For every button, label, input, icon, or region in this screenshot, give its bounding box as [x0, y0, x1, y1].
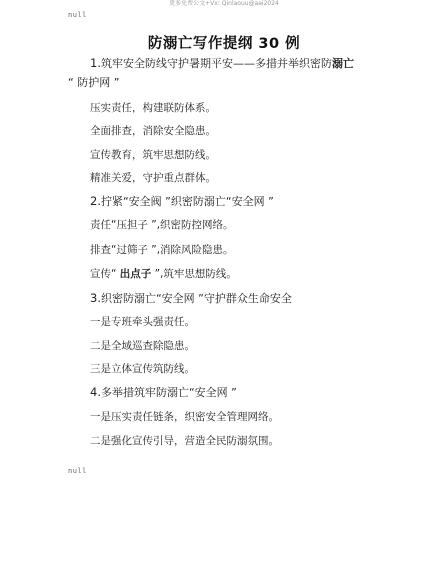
header-watermark-text: 更多免费公文+Vx: Qinlaouu@aai2024: [169, 0, 279, 7]
section-1-item-1: 压实责任，构建联防体系。: [90, 102, 216, 114]
section-3-heading: [90, 291, 292, 306]
section-4-heading-text: 多举措筑牢防溺亡“安全网 ”: [100, 386, 237, 399]
section-1-item-2: 全面排查，消除安全隐患。: [90, 125, 216, 137]
section-2-item-1: 责任“压担子 ”,织密防控网络。: [90, 219, 234, 231]
section-1-heading-continued: “ 防护网 ”: [68, 76, 120, 89]
section-4-heading: [90, 385, 237, 400]
section-2-item-3: [90, 267, 237, 281]
section-2-item-3-pre: 宣传“: [90, 268, 120, 280]
section-1-item-3: 宣传教育，筑牢思想防线。: [90, 149, 216, 161]
section-2-heading-text: 拧紧“安全阀 ”织密防溺亡“安全网 ”: [100, 195, 274, 208]
section-3-number: 3.: [90, 291, 101, 305]
section-1-heading-text: 筑牢安全防线守护暑期平安——多措并举织密防: [100, 57, 332, 70]
null-tag-top: null: [68, 11, 87, 19]
section-4-item-2: 二是强化宣传引导，营造全民防溺氛围。: [90, 435, 279, 447]
section-1-heading-bold: 溺亡: [331, 57, 354, 70]
section-3-heading-text: 织密防溺亡“安全网 ”守护群众生命安全: [100, 292, 292, 305]
section-2-item-2: 排查“过筛子 ”,消除风险隐患。: [90, 244, 234, 256]
section-4-number: 4.: [90, 385, 101, 399]
section-2-number: 2.: [90, 194, 101, 208]
null-tag-bottom: null: [68, 467, 87, 475]
section-2-item-3-bold: 出点子: [119, 268, 152, 280]
section-2-heading: [90, 194, 274, 209]
section-3-item-1: 一是专班牵头强责任。: [90, 316, 195, 328]
section-3-item-3: 三是立体宣传筑防线。: [90, 363, 195, 375]
section-1-item-4: 精准关爱，守护重点群体。: [90, 172, 216, 184]
section-3-item-2: 二是全域巡查除隐患。: [90, 340, 195, 352]
document-title: 防溺亡写作提纲 30 例: [147, 36, 301, 52]
section-4-item-1: 一是压实责任链条，织密安全管理网络。: [90, 411, 279, 423]
section-1-heading: [90, 56, 354, 71]
section-1-number: 1.: [90, 56, 101, 70]
section-2-item-3-post: ”,筑牢思想防线。: [151, 268, 237, 280]
